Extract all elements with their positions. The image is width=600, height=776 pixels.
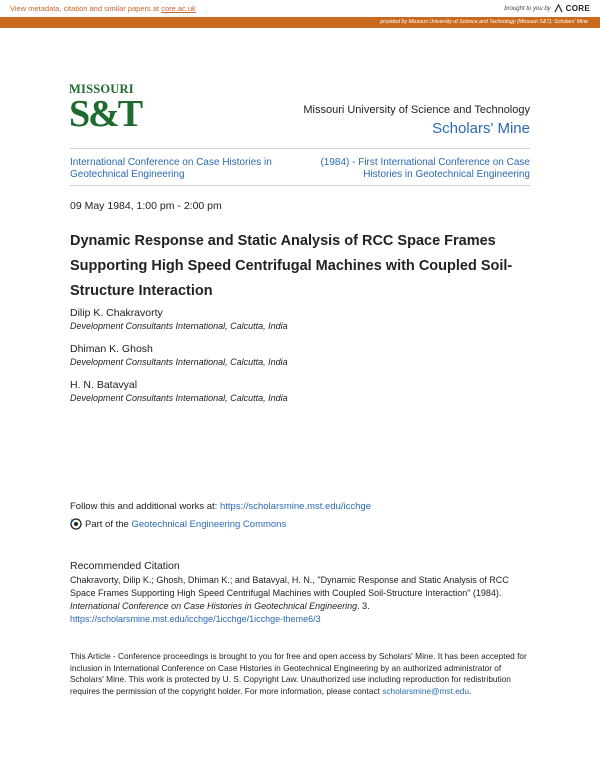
logo-st-mark: S&T: [69, 93, 142, 135]
conference-edition-link[interactable]: (1984) - First International Conference on Case Histories in Geotechnical Engineering: [320, 157, 530, 180]
paper-title: Dynamic Response and Static Analysis of RCC Space Frames Supporting High Speed Centrifugal Machines with Coupled Soil-Structure Interaction: [70, 233, 513, 299]
access-notice: [70, 651, 532, 697]
follow-url-link[interactable]: https://scholarsmine.mst.edu/icchge: [219, 501, 371, 512]
author-name: H. N. Batavyal: [70, 379, 138, 391]
citation-number: . 3.: [357, 601, 370, 611]
conference-series-link[interactable]: International Conference on Case Histories in Geotechnical Engineering: [70, 157, 272, 180]
core-left-text: View metadata, citation and similar papers at: [10, 4, 162, 13]
author-block: [70, 343, 530, 368]
provided-by-text[interactable]: provided by Missouri University of Science and Technology (Missouri S&T): Scholars' Mine: [380, 18, 588, 25]
logo-missouri-word: MISSOURI: [69, 82, 134, 96]
author-block: [70, 307, 530, 332]
recommended-citation-heading: Recommended Citation: [70, 560, 180, 572]
scholars-mine-link[interactable]: Scholars' Mine: [432, 120, 530, 137]
commons-network-icon: [70, 518, 82, 530]
part-of-line: [70, 518, 286, 530]
divider-bottom: [70, 185, 530, 186]
core-label: CORE: [565, 4, 590, 13]
part-of-text: Part of the: [85, 518, 132, 530]
citation-venue: International Conference on Case Histories in Geotechnical Engineering: [70, 601, 358, 611]
notice-text: This Article - Conference proceedings is brought to you for free and open access by Scholars' Mine. It has been accepted for inclusion in International Conference on Case Histories in Geotechnical Engineering by an authorized administrator of Scholars' Mine. This work is protected by U. S. Copyright Law. Unauthorized use including reproduction for redistribution requires the permission of the copyright holder. For more information, please contact: [70, 651, 527, 696]
author-name: Dilip K. Chakravorty: [70, 307, 163, 319]
core-metadata-link[interactable]: [10, 4, 196, 13]
author-affiliation: Development Consultants International, Calcutta, India: [70, 357, 288, 367]
notice-end: .: [469, 685, 472, 696]
author-affiliation: Development Consultants International, Calcutta, India: [70, 321, 288, 331]
recommended-citation-body: [70, 574, 532, 626]
brought-to-you-text: brought to you by: [504, 5, 551, 12]
core-brought-by[interactable]: [504, 4, 590, 13]
missouri-st-logo: [69, 82, 142, 139]
follow-text: Follow this and additional works at:: [70, 501, 220, 512]
presentation-date: 09 May 1984, 1:00 pm - 2:00 pm: [70, 200, 222, 212]
citation-url-link[interactable]: https://scholarsmine.mst.edu/icchge/1icchge/1icchge-theme6/3: [70, 614, 321, 624]
follow-line: [70, 501, 371, 512]
author-name: Dhiman K. Ghosh: [70, 343, 153, 355]
provided-by-strip: [0, 17, 600, 28]
institution-name: Missouri University of Science and Technology: [303, 104, 530, 116]
contact-email-link[interactable]: scholarsmine@mst.edu: [382, 685, 470, 696]
divider-top: [70, 148, 530, 149]
citation-text: Chakravorty, Dilip K.; Ghosh, Dhiman K.; and Batavyal, H. N., "Dynamic Response and Static Analysis of RCC Space Frames Supporting High Speed Centrifugal Machines with Coupled Soil-Structure Interaction" (1984).: [70, 575, 509, 598]
core-logo-icon: [554, 4, 563, 13]
author-block: [70, 379, 530, 404]
core-ac-uk-link[interactable]: core.ac.uk: [161, 4, 196, 13]
author-affiliation: Development Consultants International, Calcutta, India: [70, 393, 288, 403]
geotechnical-commons-link[interactable]: Geotechnical Engineering Commons: [131, 518, 287, 530]
